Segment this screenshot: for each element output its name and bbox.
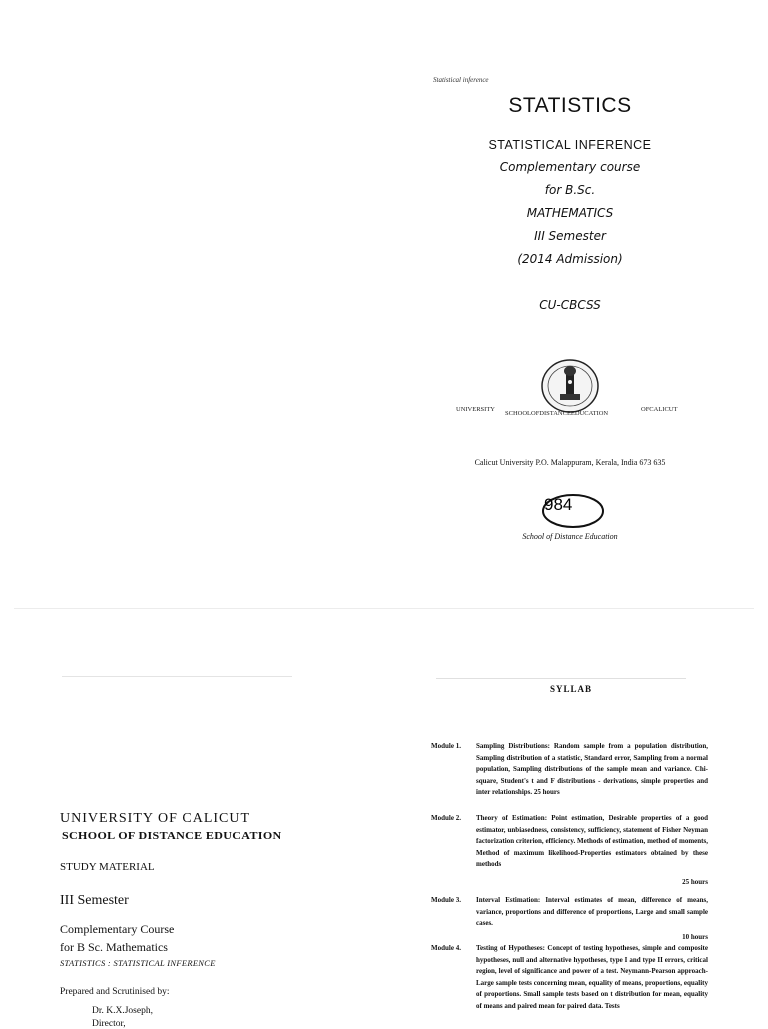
subject-line: STATISTICS : STATISTICAL INFERENCE xyxy=(60,958,216,968)
cover-scheme: CU-CBCSS xyxy=(539,298,601,312)
cover-title: STATISTICS xyxy=(508,94,632,117)
banner-calicut: OFCALICUT xyxy=(641,406,678,413)
cover-subtitle: STATISTICAL INFERENCE xyxy=(488,138,652,152)
module-label: Module 2. xyxy=(431,814,461,822)
page-divider xyxy=(14,608,754,609)
course: Complementary Course xyxy=(60,922,175,936)
study-material: STUDY MATERIAL xyxy=(60,861,155,873)
module-text: Sampling Distributions: Random sample from a population distribution, Sampling distribution of a statistic, Standard error, Sampling from a normal population, Sampling distributions of the sample mean and variance. Chi-square, Student's t and F distributions - derivations, simple properties and inter relationships. 25 hours xyxy=(476,742,708,797)
module-3 xyxy=(431,895,708,943)
faint-rule-right xyxy=(436,678,686,679)
module-label: Module 3. xyxy=(431,896,461,904)
module-4 xyxy=(431,943,708,1024)
running-header: Statistical inference xyxy=(433,76,489,84)
faint-rule xyxy=(62,676,292,677)
module-2 xyxy=(431,813,708,889)
banner-school: SCHOOLOFDISTANCEEDUCATION xyxy=(505,410,609,417)
module-label: Module 1. xyxy=(431,742,461,750)
module-hours: 25 hours xyxy=(682,877,708,886)
cover-line-admission: (2014 Admission) xyxy=(517,252,623,266)
module-text: Theory of Estimation: Point estimation, Desirable properties of a good estimator, unbiasedness, consistency, sufficiency, statement of Fisher Neyman factorization criterion, efficiency. Methods of estimation, method of moments, Method of maximum likelihood-Properties estimators obtained by these methods xyxy=(476,814,708,869)
cover-line-subject: MATHEMATICS xyxy=(526,206,614,220)
oval-number: 984 xyxy=(544,495,573,514)
university-seal-icon xyxy=(540,358,600,414)
cover-line-course: Complementary course xyxy=(499,160,641,174)
module-1 xyxy=(431,741,708,799)
semester: III Semester xyxy=(60,893,129,908)
module-hours: 10 hours xyxy=(682,932,708,941)
address: Calicut University P.O. Malappuram, Kerala, India 673 635 xyxy=(474,458,666,467)
module-label: Module 4. xyxy=(431,944,461,952)
sde-caption: School of Distance Education xyxy=(522,532,618,541)
prepared-by: Prepared and Scrutinised by: xyxy=(60,987,170,997)
cover-line-semester: III Semester xyxy=(534,229,606,243)
author-designation: Director, xyxy=(92,1019,126,1029)
author-name: Dr. K.X.Joseph, xyxy=(92,1006,153,1016)
school-name: SCHOOL OF DISTANCE EDUCATION xyxy=(62,831,282,842)
banner-university: UNIVERSITY xyxy=(456,406,495,413)
cover-line-for: for B.Sc. xyxy=(544,183,596,197)
module-text: Testing of Hypotheses: Concept of testing hypotheses, simple and composite hypotheses, null and alternative hypotheses, type I and type II errors, critical region, level of significance and power of a test. Neymann-Pearson approach-Large sample tests concerning mean, equality of means, proportions, equality of proportions. Small sample tests based on t distribution for mean, equality of means and paired mean for paired data. Tests xyxy=(476,944,708,1010)
syllabus-heading: SYLLAB xyxy=(550,684,593,694)
module-text: Interval Estimation: Interval estimates of mean, difference of means, variance, proportions and difference of proportions, Large and small sample cases. xyxy=(476,896,708,928)
for-line: for B Sc. Mathematics xyxy=(60,940,168,954)
university-name: UNIVERSITY OF CALICUT xyxy=(60,811,251,826)
